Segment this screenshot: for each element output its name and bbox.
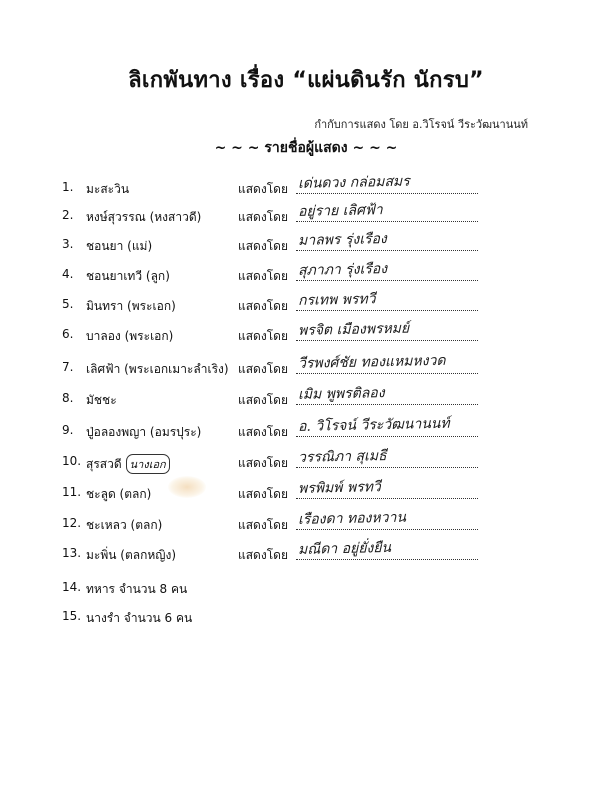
cast-row — [0, 320, 612, 348]
performed-by-label: แสดงโดย — [238, 456, 288, 470]
performed-by-label: แสดงโดย — [238, 182, 288, 196]
role-name — [86, 546, 176, 565]
role-text: หงษ์สุวรรณ (หงสาวดี) — [86, 210, 202, 224]
cast-number: 3. — [62, 237, 74, 251]
handwritten-actor-name: วีรพงศ์ชัย ทองแหมหงวด — [297, 352, 446, 372]
cast-row — [0, 448, 612, 475]
cast-number: 15. — [62, 609, 82, 623]
director-line: กำกับการแสดง โดย อ.วิโรจน์ วีระวัฒนานนท์ — [314, 118, 528, 131]
role-name — [86, 297, 176, 316]
handwritten-actor-name: อยู่ราย เลิศฟ้า — [297, 202, 383, 220]
cast-number: 1. — [62, 180, 74, 194]
handwritten-actor-name: เด่นดวง กล่อมสมร — [297, 173, 410, 192]
cast-number: 13. — [62, 546, 82, 560]
performed-by-label: แสดงโดย — [238, 548, 288, 562]
cast-number: 5. — [62, 297, 74, 311]
cast-number: 8. — [62, 391, 74, 405]
role-name — [86, 180, 129, 199]
role-name — [86, 516, 162, 535]
performed-by-label: แสดงโดย — [238, 425, 288, 439]
cast-number: 7. — [62, 360, 74, 374]
performed-by-label: แสดงโดย — [238, 299, 288, 313]
extras-row — [0, 606, 612, 630]
handwritten-actor-name: วรรณิภา สุเมธี — [297, 448, 387, 466]
paper-stain — [168, 476, 206, 498]
role-text: ชอนยา (แม่) — [86, 239, 153, 253]
document-title: ลิเกพันทาง เรื่อง “แผ่นดินรัก นักรบ” — [128, 68, 484, 93]
role-name — [86, 208, 201, 227]
performed-by-label: แสดงโดย — [238, 518, 288, 532]
role-text: ชะเหลว (ตลก) — [86, 518, 163, 532]
cast-number: 4. — [62, 267, 74, 281]
cast-number: 6. — [62, 327, 74, 341]
cast-row — [0, 539, 612, 567]
handwritten-actor-name: กรเทพ พรทวี — [297, 291, 376, 309]
handwritten-role-note: นางเอก — [126, 454, 170, 474]
cast-number: 12. — [62, 516, 82, 530]
role-text: สุรสวดี — [86, 457, 122, 471]
role-text: เลิศฟ้า (พระเอกเมาะลำเริง) — [86, 362, 229, 376]
cast-number: 2. — [62, 208, 74, 222]
role-name — [86, 485, 151, 504]
handwritten-actor-name: อ. วิโรจน์ วีระวัฒนานนท์ — [297, 415, 450, 435]
cast-row — [0, 479, 612, 506]
role-text: มินทรา (พระเอก) — [86, 299, 176, 313]
performed-by-label: แสดงโดย — [238, 329, 288, 343]
performed-by-label: แสดงโดย — [238, 210, 288, 224]
cast-row — [0, 352, 612, 381]
handwritten-actor-name: มณีดา อยู่ยั่งยืน — [297, 539, 392, 558]
extras-row — [0, 577, 612, 601]
handwritten-actor-name: มาลพร รุ่งเรือง — [297, 231, 387, 249]
performed-by-label: แสดงโดย — [238, 487, 288, 501]
extras-text: นางรำ จำนวน 6 คน — [86, 611, 193, 625]
cast-number: 10. — [62, 454, 82, 468]
role-name — [86, 327, 173, 346]
performed-by-label: แสดงโดย — [238, 362, 288, 376]
role-text: มัชชะ — [86, 393, 117, 407]
handwritten-actor-name: พรจิต เมืองพรหมย์ — [297, 320, 410, 339]
role-name — [86, 267, 170, 286]
handwritten-actor-name: เมิม พูพรติลอง — [297, 385, 385, 403]
role-text: มะพิ่น (ตลกหญิง) — [86, 548, 177, 562]
cast-row — [0, 261, 612, 288]
role-text: มะสะวิน — [86, 182, 130, 196]
performed-by-label: แสดงโดย — [238, 239, 288, 253]
role-name — [86, 454, 170, 474]
performed-by-label: แสดงโดย — [238, 269, 288, 283]
cast-row — [0, 509, 612, 537]
role-name — [86, 237, 152, 256]
role-name — [86, 391, 117, 410]
cast-row — [0, 173, 612, 201]
cast-row — [0, 231, 612, 258]
cast-number: 11. — [62, 485, 82, 499]
extras-text: ทหาร จำนวน 8 คน — [86, 582, 188, 596]
cast-row — [0, 385, 612, 412]
cast-number: 14. — [62, 580, 82, 594]
role-name — [86, 423, 201, 442]
role-text: บาลอง (พระเอก) — [86, 329, 174, 343]
cast-row — [0, 291, 612, 318]
cast-row — [0, 415, 612, 444]
role-name — [86, 360, 229, 379]
role-text: ชอนยาเทวี (ลูก) — [86, 269, 170, 283]
cast-row — [0, 202, 612, 229]
role-text: ชะลูด (ตลก) — [86, 487, 152, 501]
handwritten-actor-name: สุภาภา รุ่งเรือง — [297, 261, 388, 279]
handwritten-actor-name: เรืองดา ทองหวาน — [297, 509, 407, 528]
performed-by-label: แสดงโดย — [238, 393, 288, 407]
cast-heading: ~ ~ ~ รายชื่อผู้แสดง ~ ~ ~ — [214, 140, 398, 156]
handwritten-actor-name: พรพิมพ์ พรทวี — [297, 479, 381, 497]
role-text: ปู่อลองพญา (อมรปุระ) — [86, 425, 202, 439]
cast-number: 9. — [62, 423, 74, 437]
